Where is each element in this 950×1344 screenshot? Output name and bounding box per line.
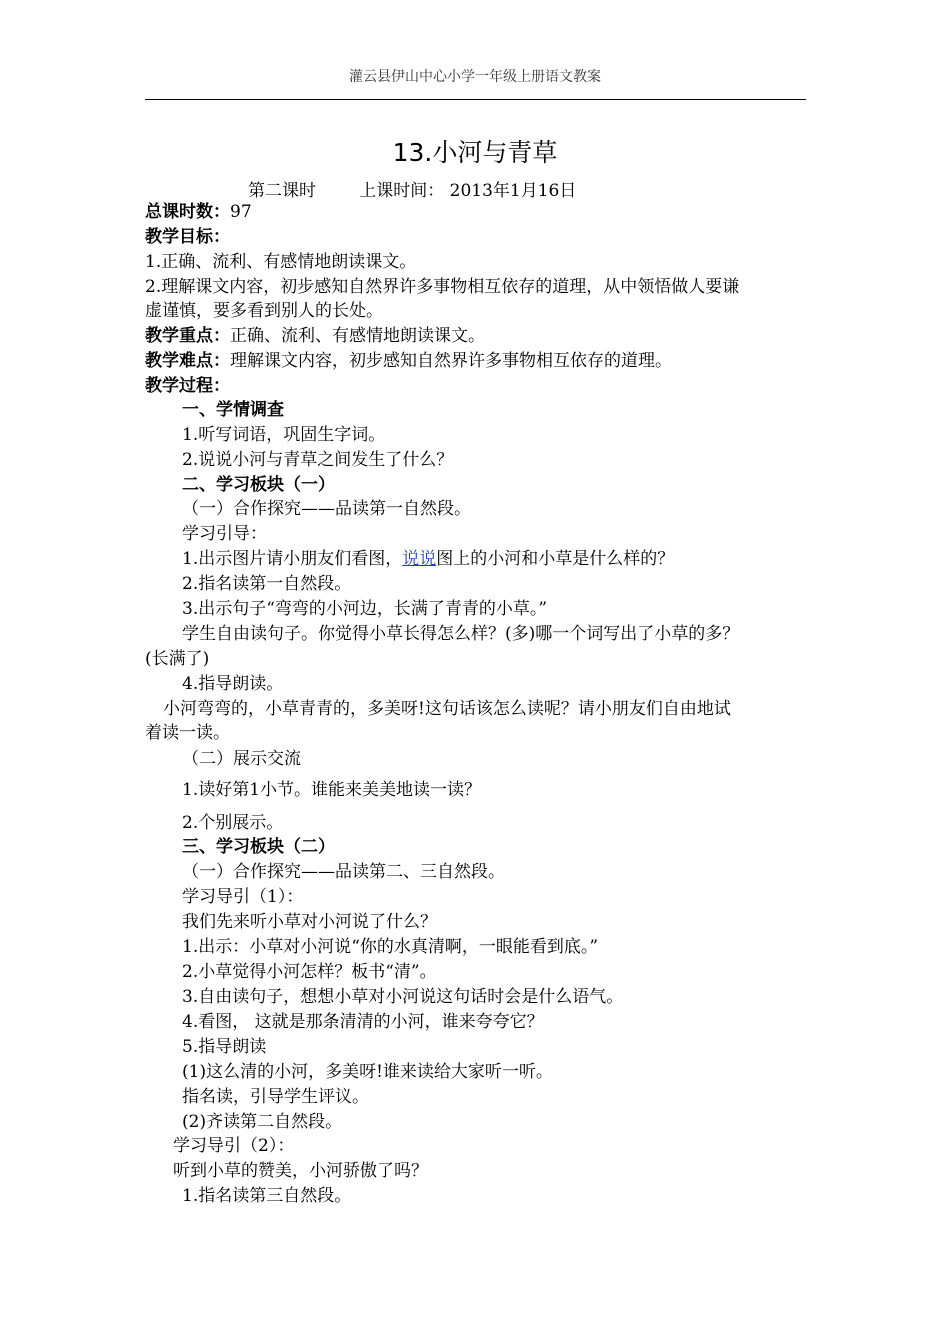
section-2-paragraph-line-1: 小河弯弯的，小草青青的，多美呀!这句话该怎么读呢？请小朋友们自由地试 [163,699,731,719]
section-3-item-5a: (1)这么清的小河，多美呀!谁来读给大家听一听。 [182,1062,553,1082]
section-2-item-1-post: 图上的小河和小草是什么样的？ [436,549,675,569]
section-3-item-6: 1.指名读第三自然段。 [182,1186,352,1206]
key-point-text: 正确、流利、有感情地朗读课文。 [230,326,485,346]
section-2-part-1: （一）合作探究——品读第一自然段。 [182,499,471,519]
section-2-question-answer: (长满了) [145,649,210,669]
total-hours-label: 总课时数： [145,202,230,222]
section-2-heading: 二、学习板块（一） [182,475,335,495]
key-point-label: 教学重点： [145,326,230,346]
section-3-item-5c: (2)齐读第二自然段。 [182,1112,343,1132]
difficulty-label: 教学难点： [145,351,230,371]
goal-1: 1.正确、流利、有感情地朗读课文。 [145,252,417,272]
section-2-part-2: （二）展示交流 [182,749,301,769]
goal-2-line-2: 虚谨慎，要多看到别人的长处。 [145,301,383,321]
section-2-guide: 学习引导： [182,524,267,544]
section-3-heading: 三、学习板块（二） [182,837,335,857]
difficulty-line [145,349,672,373]
section-2-item-3: 3.出示句子“弯弯的小河边，长满了青青的小草。” [182,599,548,619]
section-2-item-4: 4.指导朗读。 [182,674,284,694]
difficulty-text: 理解课文内容，初步感知自然界许多事物相互依存的道理。 [230,351,672,371]
section-3-part-1: （一）合作探究——品读第二、三自然段。 [182,862,505,882]
section-1-item-2: 2.说说小河与青草之间发生了什么？ [182,450,454,470]
section-2-item-1 [182,547,674,571]
lesson-subtitle: 第二课时 上课时间： 2013年1月16日 [248,181,577,201]
section-3-item-1: 1.出示：小草对小河说“你的水真清啊，一眼能看到底。” [182,937,599,957]
section-3-item-4: 4.看图， 这就是那条清清的小河，谁来夸夸它？ [182,1012,544,1032]
section-2-part-2-item-2: 2.个别展示。 [182,813,284,833]
goal-2-line-1: 2.理解课文内容，初步感知自然界许多事物相互依存的道理，从中领悟做人要谦 [145,277,740,297]
section-2-part-2-item-1: 1.读好第1小节。谁能来美美地读一读？ [182,780,482,800]
section-3-item-2: 2.小草觉得小河怎样？板书“清”。 [182,962,437,982]
page-header: 灌云县伊山中心小学一年级上册语文教案 [349,69,601,85]
section-3-question-2: 听到小草的赞美，小河骄傲了吗？ [173,1161,428,1181]
section-2-item-2: 2.指名读第一自然段。 [182,574,352,594]
total-hours-line [145,200,252,224]
key-point-line [145,324,485,348]
section-1-heading: 一、学情调查 [182,400,284,420]
section-1-item-1: 1.听写词语，巩固生字词。 [182,425,386,445]
total-hours-value: 97 [230,202,252,222]
lesson-title: 13.小河与青草 [392,138,558,167]
header-divider [145,99,806,100]
process-label: 教学过程： [145,376,230,396]
section-3-item-5b: 指名读，引导学生评议。 [182,1087,369,1107]
section-3-guide-1: 学习导引（1）： [182,887,304,907]
goals-label: 教学目标： [145,227,230,247]
section-3-question-1: 我们先来听小草对小河说了什么？ [182,912,437,932]
section-3-item-3: 3.自由读句子，想想小草对小河说这句话时会是什么语气。 [182,987,624,1007]
section-2-question: 学生自由读句子。你觉得小草长得怎么样？(多)哪一个词写出了小草的多？ [182,624,740,644]
section-2-item-1-pre: 1.出示图片请小朋友们看图， [182,549,403,569]
section-3-guide-2: 学习导引（2）： [173,1136,295,1156]
section-2-paragraph-line-2: 着读一读。 [145,723,230,743]
shuoshuo-link[interactable]: 说说 [402,549,437,569]
section-3-item-5: 5.指导朗读 [182,1037,267,1057]
